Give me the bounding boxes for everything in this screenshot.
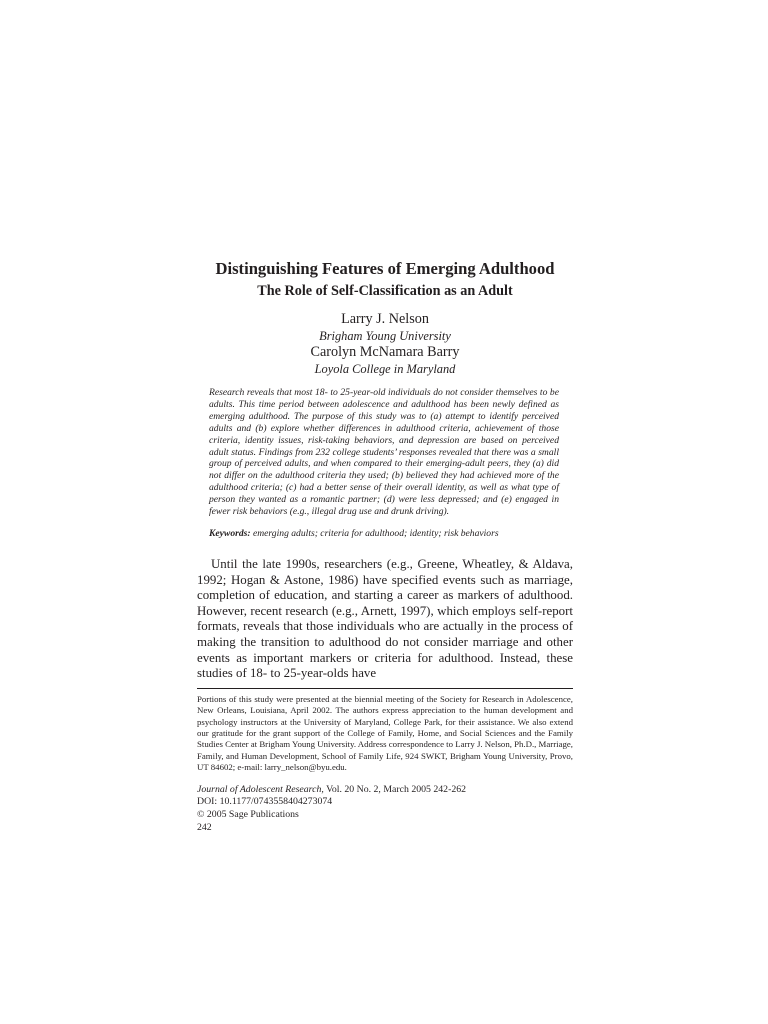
article-title: Distinguishing Features of Emerging Adulthood bbox=[215, 259, 555, 278]
author-affiliation-2: Loyola College in Maryland bbox=[314, 362, 456, 376]
keywords bbox=[209, 528, 559, 540]
article-subtitle: The Role of Self-Classification as an Adult bbox=[257, 283, 513, 299]
page-number: 242 bbox=[197, 822, 212, 834]
keywords-label: Keywords: bbox=[209, 527, 251, 539]
author-note bbox=[197, 694, 573, 774]
journal-details: Vol. 20 No. 2, March 2005 242-262 bbox=[323, 783, 467, 795]
journal-line bbox=[197, 784, 573, 797]
abstract bbox=[209, 387, 559, 518]
author-note-text: Portions of this study were presented at the biennial meeting of the Society for Research in Adolescence, New Orleans, Louisiana, April 2002. The authors express appreciation to the human development and psychology instructors at the University of Maryland, College Park, for their assistance. We also extend our gratitude for the grant support of the College of Family, Home, and Social Sciences and the Family Studies Center at Brigham Young University. Address correspondence to Larry J. Nelson, Ph.D., Marriage, Family, and Human Development, School of Family Life, 924 SWKT, Brigham Young University, Provo, UT 84602; e-mail: larry_nelson@byu.edu. bbox=[197, 693, 573, 773]
journal-name: Journal of Adolescent Research, bbox=[197, 783, 324, 795]
author-name-1: Larry J. Nelson bbox=[341, 311, 429, 327]
keywords-list: emerging adults; criteria for adulthood; identity; risk behaviors bbox=[252, 527, 499, 539]
doi: DOI: 10.1177/0743558404273074 bbox=[197, 796, 333, 808]
author-affiliation-1: Brigham Young University bbox=[319, 329, 451, 343]
abstract-text: Research reveals that most 18- to 25-year-old individuals do not consider themselves to be adults. This time period between adolescence and adulthood has been newly defined as emerging adulthood. The purpose of this study was to (a) attempt to identify perceived adults and (b) explore whether differences in adulthood criteria, achievement of those criteria, identity issues, risk-taking behaviors, and depression are based on perceived adult status. Findings from 232 college students’ responses revealed that there was a small group of perceived adults, and when compared to their emerging-adult peers, they (a) did not differ on the adulthood criteria they used; (b) believed they had achieved more of the adulthood criteria; (c) had a better sense of their overall identity, as well as what type of person they wanted as a romantic partner; (d) were less depressed; and (e) engaged in fewer risk behaviors (e.g., illegal drug use and drunk driving). bbox=[209, 387, 559, 518]
body-paragraph: Until the late 1990s, researchers (e.g., Greene, Wheatley, & Aldava, 1992; Hogan & Astone, 1986) have specified events such as marriage, completion of education, and starting a career as markers of adulthood. However, recent research (e.g., Arnett, 1997), which employs self-report formats, reveals that those individuals who are actually in the process of making the transition to adulthood do not consider marriage and other events as important markers or criteria for adulthood. Instead, these studies of 18- to 25-year-olds have bbox=[197, 556, 573, 681]
journal-citation bbox=[197, 784, 573, 822]
article-page bbox=[197, 258, 573, 835]
copyright: © 2005 Sage Publications bbox=[197, 808, 299, 820]
footnote-divider bbox=[197, 688, 573, 689]
body-text bbox=[197, 557, 573, 682]
author-name-2: Carolyn McNamara Barry bbox=[310, 344, 460, 360]
